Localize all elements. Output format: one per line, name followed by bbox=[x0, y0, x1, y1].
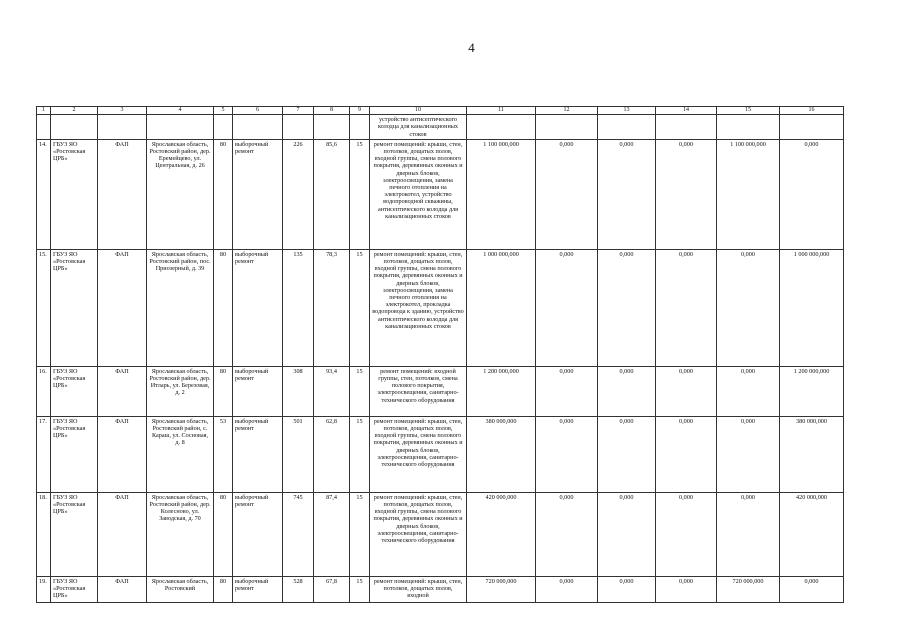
organization-cell: ГБУЗ ЯО «Ростовская ЦРБ» bbox=[51, 416, 98, 492]
facility-type-cell: ФАП bbox=[98, 492, 147, 576]
repair-type-cell: выборочный ремонт bbox=[233, 249, 283, 366]
col-13-cell: 0,000 bbox=[598, 576, 656, 602]
col-11-cell: 720 000,000 bbox=[467, 576, 536, 602]
page-number: 4 bbox=[468, 40, 475, 55]
col-5-cell: 53 bbox=[214, 416, 233, 492]
col-14-cell: 0,000 bbox=[656, 416, 717, 492]
col-5-cell: 80 bbox=[214, 249, 233, 366]
col-16-cell: 380 000,000 bbox=[780, 416, 844, 492]
col-5-cell: 80 bbox=[214, 139, 233, 249]
col-16-cell: 420 000,000 bbox=[780, 492, 844, 576]
col-11-cell: 380 000,000 bbox=[467, 416, 536, 492]
col-13-cell: 0,000 bbox=[598, 139, 656, 249]
col-15-cell: 0,000 bbox=[717, 249, 780, 366]
col-16-cell: 0,000 bbox=[780, 576, 844, 602]
col-15-cell: 0,000 bbox=[717, 366, 780, 416]
col-9-cell: 15 bbox=[350, 249, 370, 366]
col-12-cell: 0,000 bbox=[536, 576, 598, 602]
col-12-cell: 0,000 bbox=[536, 492, 598, 576]
col-14-cell: 0,000 bbox=[656, 492, 717, 576]
row-number-cell: 19. bbox=[37, 576, 51, 602]
organization-cell: ГБУЗ ЯО «Ростовская ЦРБ» bbox=[51, 492, 98, 576]
col-9-cell: 15 bbox=[350, 576, 370, 602]
col-13-cell: 0,000 bbox=[598, 492, 656, 576]
col-9-cell: 15 bbox=[350, 139, 370, 249]
col-13-cell: 0,000 bbox=[598, 249, 656, 366]
col-5-cell: 80 bbox=[214, 576, 233, 602]
col-16-cell: 0,000 bbox=[780, 139, 844, 249]
col-9-cell: 15 bbox=[350, 366, 370, 416]
repair-type-cell: выборочный ремонт bbox=[233, 139, 283, 249]
facility-type-cell: ФАП bbox=[98, 139, 147, 249]
work-description-cell: ремонт помещений: крыши, стен, потолков, дощатых полов, входной группы, смена полового покрытия, деревянных оконных и дверных блоков, электроосвещения, замена печного отопления на электрокотел, прокладка водопровода к зданию, устройство антисептического колодца для канализационных стоков bbox=[370, 249, 467, 366]
col-13-cell: 0,000 bbox=[598, 416, 656, 492]
repair-type-cell: выборочный ремонт bbox=[233, 366, 283, 416]
address-cell: Ярославская область, Ростовский район, с. Караш, ул. Сосновая, д. 8 bbox=[147, 416, 214, 492]
col-15-cell: 720 000,000 bbox=[717, 576, 780, 602]
facility-type-cell: ФАП bbox=[98, 576, 147, 602]
column-header-7: 7 bbox=[283, 107, 314, 115]
column-header-11: 11 bbox=[467, 107, 536, 115]
facility-type-cell: ФАП bbox=[98, 249, 147, 366]
column-header-6: 6 bbox=[233, 107, 283, 115]
col-16-cell: 1 200 000,000 bbox=[780, 366, 844, 416]
col-7-cell: 501 bbox=[283, 416, 314, 492]
col-5-cell: 80 bbox=[214, 492, 233, 576]
work-description-cell: ремонт помещений: крыши, стен, потолков, дощатых полов, входной группы, смена полового покрытия, деревянных оконных и дверных блоков, электроосвещения, санитарно-технического оборудования bbox=[370, 492, 467, 576]
table-row bbox=[37, 366, 844, 416]
col-9-cell: 15 bbox=[350, 416, 370, 492]
column-header-2: 2 bbox=[51, 107, 98, 115]
col-14-cell: 0,000 bbox=[656, 576, 717, 602]
work-description-cell: ремонт помещений: крыши, стен, потолков, дощатых полов, входной bbox=[370, 576, 467, 602]
col-11-cell: 1 000 000,000 bbox=[467, 249, 536, 366]
col-15-cell: 0,000 bbox=[717, 492, 780, 576]
column-header-3: 3 bbox=[98, 107, 147, 115]
col-16-cell: 1 000 000,000 bbox=[780, 249, 844, 366]
table-row bbox=[37, 416, 844, 492]
col-8-cell: 67,8 bbox=[314, 576, 350, 602]
column-header-8: 8 bbox=[314, 107, 350, 115]
col-11-cell: 1 200 000,000 bbox=[467, 366, 536, 416]
col-8-cell: 62,8 bbox=[314, 416, 350, 492]
col-8-cell: 93,4 bbox=[314, 366, 350, 416]
table-row bbox=[37, 139, 844, 249]
table-row bbox=[37, 249, 844, 366]
continued-row bbox=[37, 115, 844, 140]
col-12-cell: 0,000 bbox=[536, 366, 598, 416]
column-header-16: 16 bbox=[780, 107, 844, 115]
row-number-cell: 15. bbox=[37, 249, 51, 366]
repair-type-cell: выборочный ремонт bbox=[233, 416, 283, 492]
row-number-cell: 17. bbox=[37, 416, 51, 492]
col-12-cell: 0,000 bbox=[536, 416, 598, 492]
col-12-cell: 0,000 bbox=[536, 139, 598, 249]
organization-cell: ГБУЗ ЯО «Ростовская ЦРБ» bbox=[51, 576, 98, 602]
continued-description: устройство антисептического колодца для канализационных стоков bbox=[370, 115, 467, 140]
row-number-cell: 14. bbox=[37, 139, 51, 249]
column-header-1: 1 bbox=[37, 107, 51, 115]
work-description-cell: ремонт помещений: крыши, стен, потолков, дощатых полов, входной группы, смена полового покрытия, деревянных оконных и дверных блоков, электроосвещения, санитарно-технического оборудования bbox=[370, 416, 467, 492]
facility-type-cell: ФАП bbox=[98, 416, 147, 492]
table-row bbox=[37, 492, 844, 576]
work-description-cell: ремонт помещений: входной группы, стен, потолков, смена полового покрытия, электроосвещения, санитарно-технического оборудования bbox=[370, 366, 467, 416]
row-number-cell: 16. bbox=[37, 366, 51, 416]
column-header-15: 15 bbox=[717, 107, 780, 115]
col-8-cell: 78,3 bbox=[314, 249, 350, 366]
address-cell: Ярославская область, Ростовский район, дер. Колесново, ул. Заводская, д. 70 bbox=[147, 492, 214, 576]
repair-type-cell: выборочный ремонт bbox=[233, 492, 283, 576]
address-cell: Ярославская область, Ростовский bbox=[147, 576, 214, 602]
col-8-cell: 85,6 bbox=[314, 139, 350, 249]
col-7-cell: 308 bbox=[283, 366, 314, 416]
work-description-cell: ремонт помещений: крыши, стен, потолков, дощатых полов, входной группы, смена полового покрытия, деревянных оконных и дверных блоков, электроосвещения, замена печного отопления на электрокотел, устройство водопроводной скважины, антисептического колодца для канализационных стоков bbox=[370, 139, 467, 249]
column-header-5: 5 bbox=[214, 107, 233, 115]
column-header-9: 9 bbox=[350, 107, 370, 115]
column-header-14: 14 bbox=[656, 107, 717, 115]
facility-type-cell: ФАП bbox=[98, 366, 147, 416]
header-row bbox=[37, 107, 844, 115]
col-14-cell: 0,000 bbox=[656, 139, 717, 249]
col-14-cell: 0,000 bbox=[656, 366, 717, 416]
col-14-cell: 0,000 bbox=[656, 249, 717, 366]
column-header-4: 4 bbox=[147, 107, 214, 115]
col-12-cell: 0,000 bbox=[536, 249, 598, 366]
col-8-cell: 87,4 bbox=[314, 492, 350, 576]
col-15-cell: 1 100 000,000 bbox=[717, 139, 780, 249]
address-cell: Ярославская область, Ростовский район, дер. Итларь, ул. Березовая, д. 2 bbox=[147, 366, 214, 416]
organization-cell: ГБУЗ ЯО «Ростовская ЦРБ» bbox=[51, 249, 98, 366]
column-header-12: 12 bbox=[536, 107, 598, 115]
organization-cell: ГБУЗ ЯО «Ростовская ЦРБ» bbox=[51, 139, 98, 249]
repair-table bbox=[36, 106, 844, 603]
col-7-cell: 226 bbox=[283, 139, 314, 249]
col-15-cell: 0,000 bbox=[717, 416, 780, 492]
repair-type-cell: выборочный ремонт bbox=[233, 576, 283, 602]
table-row bbox=[37, 576, 844, 602]
col-13-cell: 0,000 bbox=[598, 366, 656, 416]
col-7-cell: 745 bbox=[283, 492, 314, 576]
organization-cell: ГБУЗ ЯО «Ростовская ЦРБ» bbox=[51, 366, 98, 416]
col-7-cell: 135 bbox=[283, 249, 314, 366]
col-5-cell: 80 bbox=[214, 366, 233, 416]
col-11-cell: 1 100 000,000 bbox=[467, 139, 536, 249]
column-header-13: 13 bbox=[598, 107, 656, 115]
address-cell: Ярославская область, Ростовский район, дер. Еремейцево, ул. Центральная, д. 26 bbox=[147, 139, 214, 249]
col-11-cell: 420 000,000 bbox=[467, 492, 536, 576]
col-9-cell: 15 bbox=[350, 492, 370, 576]
col-7-cell: 528 bbox=[283, 576, 314, 602]
row-number-cell: 18. bbox=[37, 492, 51, 576]
column-header-10: 10 bbox=[370, 107, 467, 115]
address-cell: Ярославская область, Ростовский район, пос. Приозерный, д. 39 bbox=[147, 249, 214, 366]
